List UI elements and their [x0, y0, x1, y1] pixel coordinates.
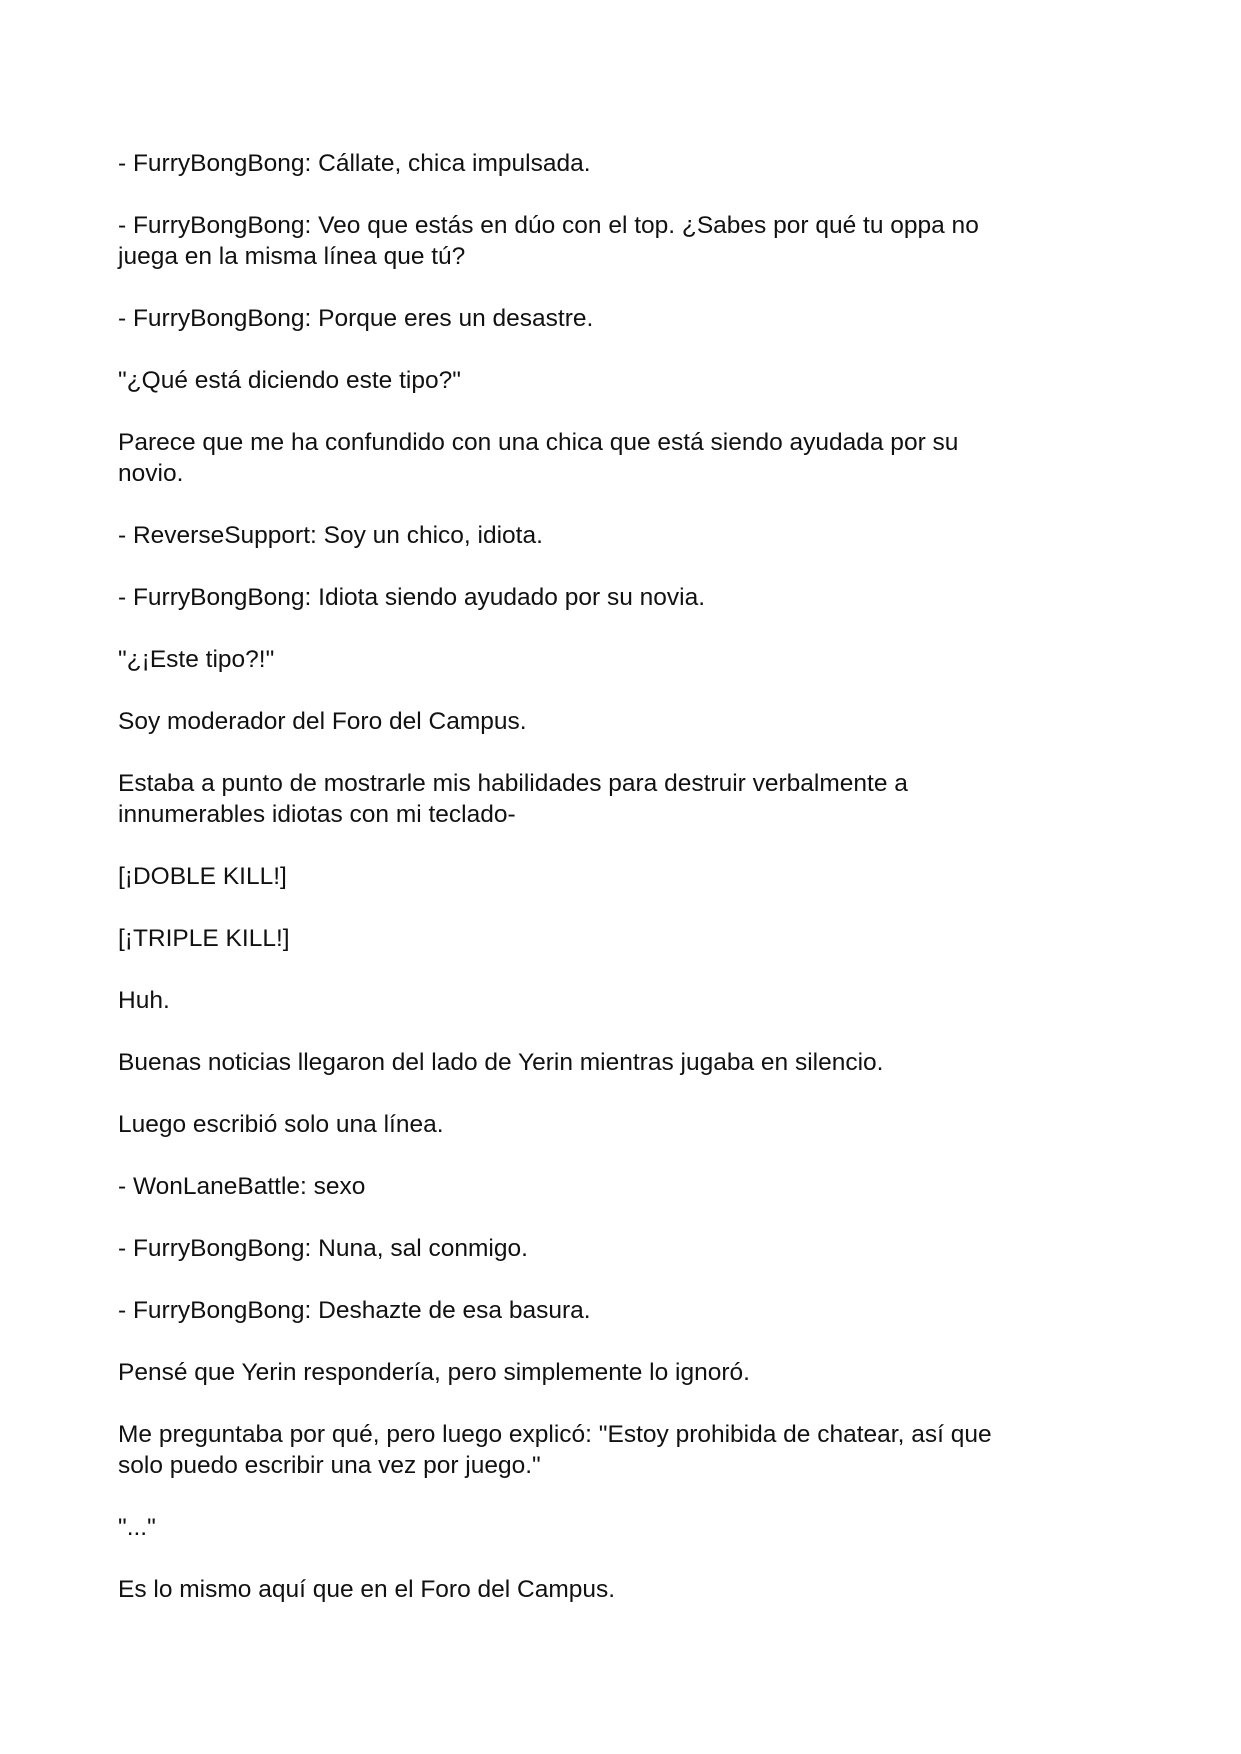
paragraph: - FurryBongBong: Deshazte de esa basura.	[118, 1297, 591, 1324]
paragraph: [¡DOBLE KILL!]	[118, 863, 287, 890]
paragraph: Es lo mismo aquí que en el Foro del Campus.	[118, 1576, 616, 1603]
paragraph: Luego escribió solo una línea.	[118, 1111, 444, 1138]
paragraph: "..."	[118, 1514, 156, 1541]
paragraph: Parece que me ha confundido con una chica que está siendo ayudada por su novio.	[118, 429, 959, 487]
paragraph: - WonLaneBattle: sexo	[118, 1173, 366, 1200]
paragraph: Pensé que Yerin respondería, pero simplemente lo ignoró.	[118, 1359, 750, 1386]
paragraph: Soy moderador del Foro del Campus.	[118, 708, 527, 735]
paragraph: Me preguntaba por qué, pero luego explicó: "Estoy prohibida de chatear, así que solo puedo escribir una vez por juego."	[118, 1421, 992, 1479]
paragraph: - FurryBongBong: Idiota siendo ayudado por su novia.	[118, 584, 706, 611]
paragraph: - ReverseSupport: Soy un chico, idiota.	[118, 522, 543, 549]
paragraph: - FurryBongBong: Veo que estás en dúo con el top. ¿Sabes por qué tu oppa no juega en la misma línea que tú?	[118, 212, 979, 270]
paragraph: Buenas noticias llegaron del lado de Yerin mientras jugaba en silencio.	[118, 1049, 884, 1076]
paragraph: - FurryBongBong: Porque eres un desastre.	[118, 305, 594, 332]
paragraph: Estaba a punto de mostrarle mis habilidades para destruir verbalmente a innumerables idiotas con mi teclado-	[118, 770, 908, 828]
document-body	[118, 148, 1118, 1636]
paragraph: "¿Qué está diciendo este tipo?"	[118, 367, 461, 394]
paragraph: - FurryBongBong: Cállate, chica impulsada.	[118, 150, 591, 177]
paragraph: [¡TRIPLE KILL!]	[118, 925, 290, 952]
paragraph: "¿¡Este tipo?!"	[118, 646, 275, 673]
paragraph: Huh.	[118, 987, 170, 1014]
paragraph: - FurryBongBong: Nuna, sal conmigo.	[118, 1235, 528, 1262]
